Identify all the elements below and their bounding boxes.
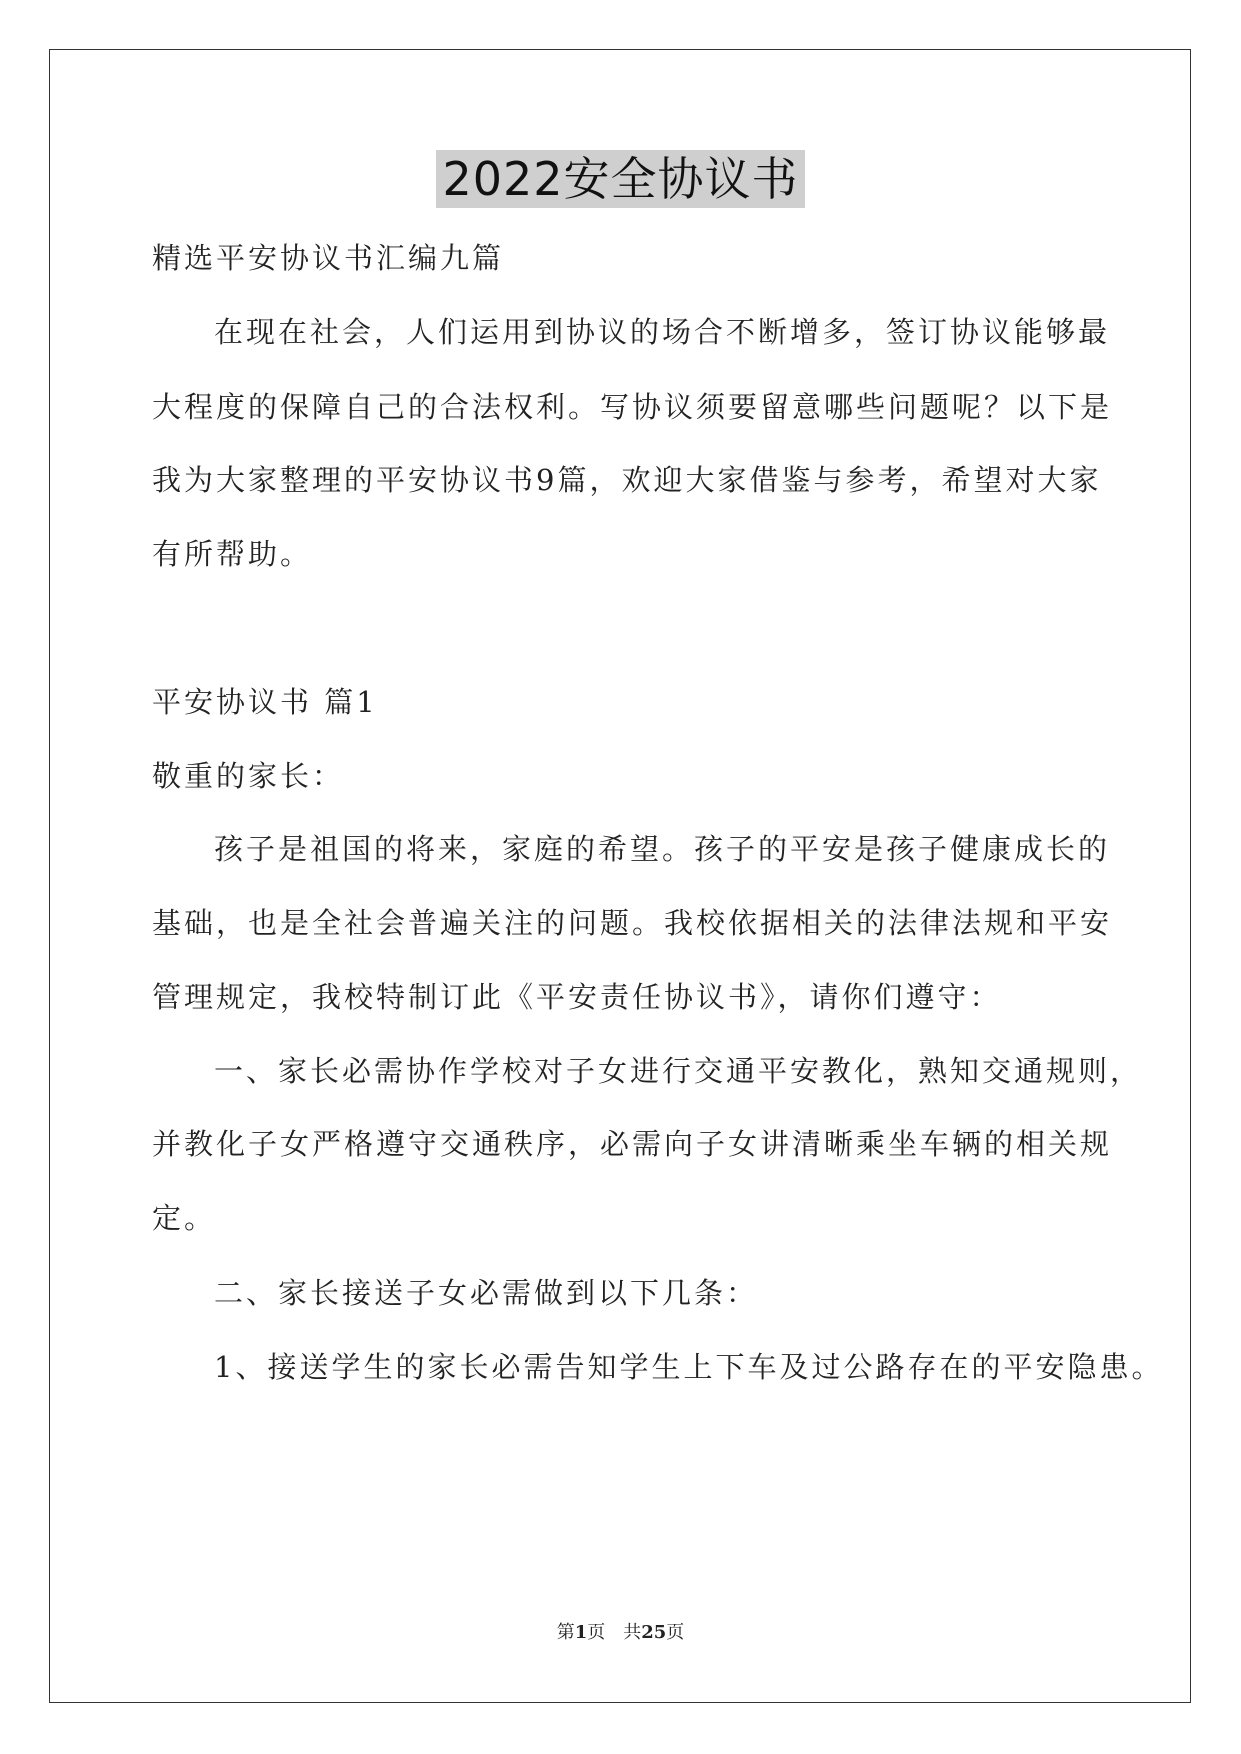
- document-title: 2022安全协议书: [436, 150, 804, 208]
- paragraph-line: 二、家长接送子女必需做到以下几条：: [214, 1276, 759, 1310]
- paragraph-line: 1、接送学生的家长必需告知学生上下车及过公路存在的平安隐患。: [214, 1350, 1164, 1384]
- paragraph-line: 大程度的保障自己的合法权利。写协议须要留意哪些问题呢？以下是: [152, 390, 1113, 424]
- paragraph-line: 一、家长必需协作学校对子女进行交通平安教化，熟知交通规则，: [214, 1054, 1143, 1088]
- section-heading: 平安协议书 篇1: [152, 685, 378, 719]
- paragraph-line: 定。: [152, 1201, 217, 1235]
- page-total: 25: [641, 1622, 667, 1643]
- paragraph-line: 并教化子女严格遵守交通秩序，必需向子女讲清晰乘坐车辆的相关规: [152, 1127, 1113, 1161]
- page-prefix: 第: [556, 1622, 575, 1643]
- paragraph-line: 在现在社会，人们运用到协议的场合不断增多，签订协议能够最: [214, 315, 1111, 349]
- subtitle-line: 精选平安协议书汇编九篇: [152, 241, 505, 275]
- paragraph-line: 管理规定，我校特制订此《平安责任协议书》，请你们遵守：: [152, 980, 1002, 1014]
- title-container: [0, 150, 1241, 208]
- salutation-line: 敬重的家长：: [152, 759, 345, 793]
- paragraph-line: 有所帮助。: [152, 537, 313, 571]
- page-footer: [0, 1618, 1241, 1644]
- paragraph-line: 基础，也是全社会普遍关注的问题。我校依据相关的法律法规和平安: [152, 906, 1113, 940]
- paragraph-line: 我为大家整理的平安协议书9篇，欢迎大家借鉴与参考，希望对大家: [152, 463, 1102, 497]
- paragraph-line: 孩子是祖国的将来，家庭的希望。孩子的平安是孩子健康成长的: [214, 832, 1111, 866]
- page-mid: 页 共: [587, 1622, 642, 1643]
- page-border: [49, 49, 1191, 1703]
- page-suffix: 页: [666, 1622, 685, 1643]
- page-current: 1: [574, 1622, 588, 1643]
